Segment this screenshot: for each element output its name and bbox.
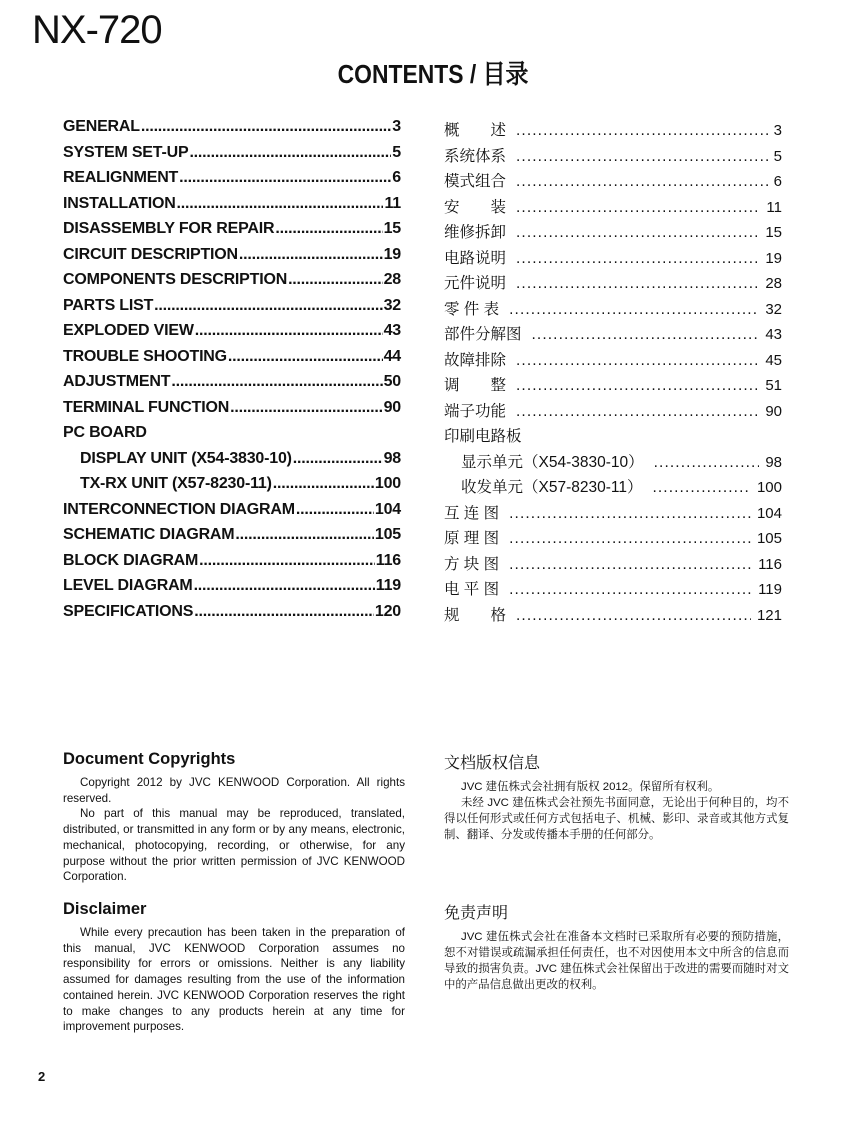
toc-page: 3 <box>392 118 401 135</box>
toc-label: 方 块 图 <box>444 555 500 573</box>
toc-page: 120 <box>374 602 401 620</box>
toc-page: 105 <box>756 530 782 547</box>
toc-page: 43 <box>383 322 401 339</box>
toc-entry-trouble-shooting[interactable] <box>63 348 401 374</box>
toc-page: 45 <box>765 351 782 369</box>
toc-label: TX-RX UNIT (X57-8230-11) <box>80 475 272 492</box>
toc-entry-cn[interactable] <box>444 271 782 297</box>
toc-label: 端子功能 <box>444 402 507 420</box>
toc-page: 100 <box>756 479 782 496</box>
toc-label: 显示单元（X54-3830-10） <box>461 453 644 471</box>
toc-label: SPECIFICATIONS <box>63 602 194 620</box>
toc-label: EXPLODED VIEW <box>63 322 194 339</box>
toc-label: PC BOARD <box>63 424 147 441</box>
toc-entry-cn[interactable] <box>444 552 782 578</box>
toc-page: 32 <box>383 296 401 314</box>
toc-entry-exploded-view[interactable] <box>63 322 401 348</box>
toc-entry-cn[interactable] <box>444 450 782 476</box>
toc-page: 100 <box>374 475 401 492</box>
toc-entry-installation[interactable] <box>63 195 401 221</box>
toc-entry-disassembly[interactable] <box>63 220 401 246</box>
toc-label: 概 述 <box>444 122 507 139</box>
toc-page: 104 <box>374 500 401 518</box>
paragraph: Copyright 2012 by JVC KENWOOD Corporation. All rights reserved. <box>63 776 405 805</box>
toc-label: 印刷电路板 <box>444 428 522 445</box>
toc-label: 电 平 图 <box>444 581 500 598</box>
copyright-section-cn <box>444 750 789 843</box>
toc-entry-interconnection-diagram[interactable] <box>63 501 401 527</box>
toc-page: 15 <box>765 224 782 241</box>
toc-entry-terminal-function[interactable] <box>63 399 401 425</box>
toc-page: 3 <box>773 122 782 139</box>
section-heading: Disclaimer <box>63 900 147 918</box>
toc-entry-cn[interactable] <box>444 169 782 195</box>
toc-page: 6 <box>392 169 401 186</box>
toc-label: SYSTEM SET-UP <box>63 143 189 161</box>
toc-page: 5 <box>392 143 401 161</box>
toc-entry-cn[interactable] <box>444 526 782 552</box>
copyright-section-en <box>63 750 405 885</box>
toc-entry-cn[interactable] <box>444 297 782 323</box>
toc-label: INTERCONNECTION DIAGRAM <box>63 500 295 518</box>
toc-entry-level-diagram[interactable] <box>63 577 401 603</box>
toc-entry-cn[interactable] <box>444 399 782 425</box>
toc-entry-schematic-diagram[interactable] <box>63 526 401 552</box>
paragraph: While every precaution has been taken in the preparation of this manual, JVC KENWOOD Corporation assumes no responsibility for errors or omissions. Neither is any liability assumed for damages resulting from the use of the information contained herein. JVC KENWOOD Corporation reserves the right to make changes to any products herein at any time for improvement purposes. <box>63 926 405 1034</box>
toc-page: 119 <box>758 581 782 598</box>
toc-entry-cn[interactable] <box>444 424 782 450</box>
toc-page: 98 <box>383 449 401 467</box>
toc-entry-realignment[interactable] <box>63 169 401 195</box>
paragraph: JVC 建伍株式会社拥有版权 2012。保留所有权利。 <box>461 781 720 793</box>
toc-page: 116 <box>375 551 401 569</box>
toc-entry-pc-board[interactable] <box>63 424 401 450</box>
page-number: 2 <box>38 1069 46 1084</box>
toc-label: 元件说明 <box>444 275 507 292</box>
toc-entry-cn[interactable] <box>444 246 782 272</box>
toc-label: REALIGNMENT <box>63 169 179 186</box>
toc-entry-general[interactable] <box>63 118 401 144</box>
section-heading: 文档版权信息 <box>444 755 541 772</box>
toc-entry-tx-rx-unit[interactable] <box>63 475 401 501</box>
toc-entry-cn[interactable] <box>444 195 782 221</box>
toc-label: INSTALLATION <box>63 194 176 212</box>
toc-page: 98 <box>765 453 782 471</box>
toc-entry-system-setup[interactable] <box>63 144 401 170</box>
toc-label: 收发单元（X57-8230-11） <box>461 479 643 496</box>
toc-entry-cn[interactable] <box>444 348 782 374</box>
toc-entry-cn[interactable] <box>444 144 782 170</box>
toc-page: 11 <box>384 194 401 212</box>
toc-page: 90 <box>383 398 401 416</box>
toc-label: BLOCK DIAGRAM <box>63 551 199 569</box>
toc-label: 安 装 <box>444 198 507 216</box>
toc-page: 116 <box>758 555 782 573</box>
toc-entry-cn[interactable] <box>444 220 782 246</box>
toc-page: 32 <box>765 300 782 318</box>
toc-entry-block-diagram[interactable] <box>63 552 401 578</box>
toc-label: 故障排除 <box>444 351 507 369</box>
toc-page: 44 <box>383 347 401 365</box>
toc-label: LEVEL DIAGRAM <box>63 577 193 594</box>
toc-entry-specifications[interactable] <box>63 603 401 629</box>
section-heading: 免责声明 <box>444 905 509 922</box>
toc-label: PARTS LIST <box>63 296 154 314</box>
paragraph: 未经 JVC 建伍株式会社预先书面同意，无论出于何种目的，均不得以任何形式或任何方式包括电子、机械、影印、录音或其他方式复制、翻译、分发或传播本手册的任何部分。 <box>444 797 789 841</box>
toc-page: 28 <box>765 275 782 292</box>
toc-label: 调 整 <box>444 377 507 394</box>
toc-page: 105 <box>374 526 401 543</box>
disclaimer-section-cn <box>444 900 789 993</box>
toc-label: 规 格 <box>444 606 507 624</box>
toc-label: CIRCUIT DESCRIPTION <box>63 245 238 263</box>
disclaimer-section-en <box>63 900 405 1035</box>
toc-label: 互 连 图 <box>444 504 500 522</box>
toc-entry-parts-list[interactable] <box>63 297 401 323</box>
toc-label: 系统体系 <box>444 147 507 165</box>
toc-label: 原 理 图 <box>444 530 500 547</box>
toc-chinese <box>444 118 782 628</box>
toc-label: GENERAL <box>63 118 140 135</box>
toc-entry-circuit-description[interactable] <box>63 246 401 272</box>
toc-label: SCHEMATIC DIAGRAM <box>63 526 235 543</box>
section-heading: Document Copyrights <box>63 750 236 768</box>
toc-label: DISASSEMBLY FOR REPAIR <box>63 220 275 237</box>
toc-page: 121 <box>756 606 782 624</box>
toc-page: 51 <box>765 377 782 394</box>
toc-page: 43 <box>765 326 782 343</box>
toc-page: 15 <box>383 220 401 237</box>
paragraph: JVC 建伍株式会社在准备本文档时已采取所有必要的预防措施，恕不对错误或疏漏承担任何责任，也不对因使用本文中所含的信息而导致的损害负责。JVC 建伍株式会社保留出于改进的需要而随时对文中的产品信息做出更改的权利。 <box>444 931 789 991</box>
contents-title: CONTENTS / 目录 <box>337 59 529 89</box>
toc-label: 模式组合 <box>444 173 507 190</box>
toc-english <box>63 118 401 628</box>
toc-page: 50 <box>383 373 401 390</box>
toc-page: 90 <box>765 402 782 420</box>
toc-label: COMPONENTS DESCRIPTION <box>63 271 288 288</box>
toc-entry-cn[interactable] <box>444 475 782 501</box>
model-name: NX-720 <box>32 8 162 52</box>
toc-label: 零 件 表 <box>444 300 500 318</box>
toc-entry-cn[interactable] <box>444 577 782 603</box>
toc-page: 19 <box>765 249 782 267</box>
toc-entry-cn[interactable] <box>444 603 782 629</box>
toc-entry-cn[interactable] <box>444 322 782 348</box>
toc-label: 部件分解图 <box>444 326 522 343</box>
toc-page: 104 <box>756 504 782 522</box>
paragraph: No part of this manual may be reproduced, translated, distributed, or transmitted in any form or by any means, electronic, mechanical, photocopying, recording, or otherwise, for any purpose without the prior written permission of JVC KENWOOD Corporation. <box>63 807 405 884</box>
toc-page: 119 <box>375 577 401 594</box>
toc-label: 维修拆卸 <box>444 224 507 241</box>
toc-label: 电路说明 <box>444 249 507 267</box>
toc-page: 11 <box>766 198 782 216</box>
toc-label: ADJUSTMENT <box>63 373 171 390</box>
toc-entry-cn[interactable] <box>444 118 782 144</box>
toc-entry-cn[interactable] <box>444 501 782 527</box>
toc-page: 6 <box>773 173 782 190</box>
toc-page: 19 <box>383 245 401 263</box>
toc-entry-adjustment[interactable] <box>63 373 401 399</box>
toc-label: TROUBLE SHOOTING <box>63 347 227 365</box>
toc-page: 5 <box>773 147 782 165</box>
toc-label: DISPLAY UNIT (X54-3830-10) <box>80 449 292 467</box>
toc-entry-components-description[interactable] <box>63 271 401 297</box>
toc-entry-cn[interactable] <box>444 373 782 399</box>
toc-label: TERMINAL FUNCTION <box>63 398 230 416</box>
toc-entry-display-unit[interactable] <box>63 450 401 476</box>
toc-page: 28 <box>383 271 401 288</box>
